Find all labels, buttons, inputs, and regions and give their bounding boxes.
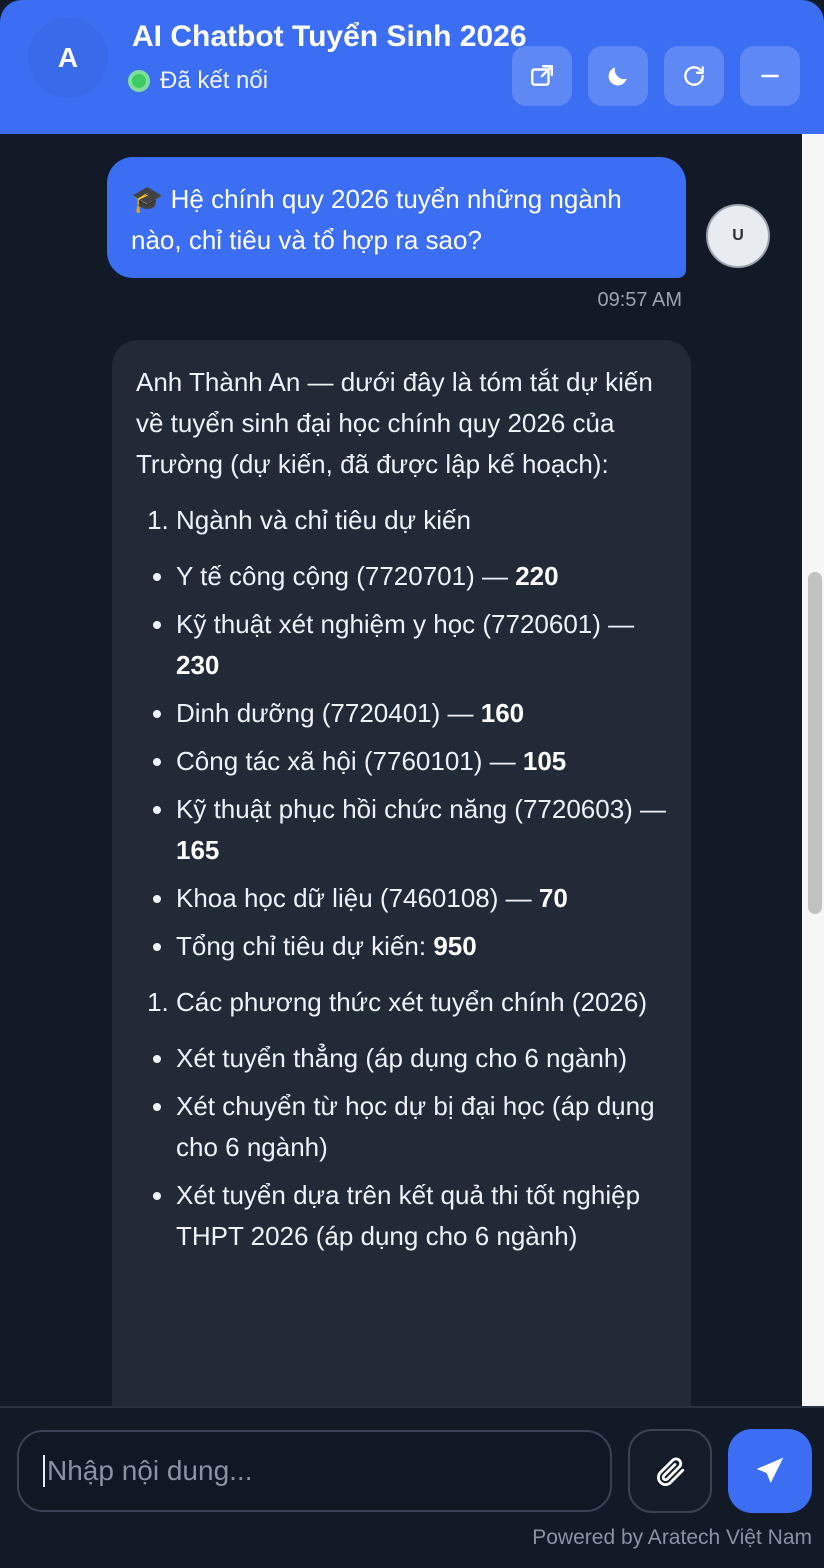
section-list-2 [136,982,667,1023]
bot-message-bubble [112,340,691,1440]
dark-mode-button[interactable] [588,46,648,106]
methods-list [136,1038,667,1257]
major-item: • Khoa học dữ liệu (7460108) — 70 [176,878,667,919]
message-input[interactable] [43,1455,586,1487]
powered-by-text: Powered by Aratech Việt Nam [532,1526,812,1549]
section-title-methods: 1. Các phương thức xét tuyển chính (2026) [176,982,667,1023]
section-list-1 [136,500,667,541]
method-item: • Xét chuyển từ học dự bị đại học (áp dụng cho 6 ngành) [176,1086,667,1168]
major-item: • Kỹ thuật phục hồi chức năng (7720603) — 165 [176,789,667,871]
refresh-icon [681,63,707,89]
method-item: • Xét tuyển dựa trên kết quả thi tốt nghiệp THPT 2026 (áp dụng cho 6 ngành) [176,1175,667,1257]
user-avatar: U [706,204,770,268]
status-dot-icon [128,70,150,92]
open-new-window-button[interactable] [512,46,572,106]
chat-title: AI Chatbot Tuyển Sinh 2026 [132,20,527,53]
message-timestamp: 09:57 AM [597,289,682,311]
major-item: • Công tác xã hội (7760101) — 105 [176,741,667,782]
minimize-icon [757,63,783,89]
moon-icon [605,63,631,89]
chat-header [0,0,824,134]
status-label: Đã kết nối [160,67,269,94]
major-item: • Kỹ thuật xét nghiệm y học (7720601) — 230 [176,604,667,686]
minimize-button[interactable] [740,46,800,106]
major-item: • Dinh dưỡng (7720401) — 160 [176,693,667,734]
majors-list [136,556,667,967]
attach-file-button[interactable] [628,1429,712,1513]
refresh-button[interactable] [664,46,724,106]
external-window-icon [529,63,555,89]
bot-intro-text: Anh Thành An — dưới đây là tóm tắt dự kiến về tuyển sinh đại học chính quy 2026 của Trường (dự kiến, đã được lập kế hoạch): [136,367,653,479]
total-quota-item: • Tổng chỉ tiêu dự kiến: 950 [176,926,667,967]
bot-avatar: A [28,18,108,98]
graduation-cap-emoji: 🎓 [131,184,164,214]
user-message-bubble [107,157,686,278]
major-item: • Y tế công cộng (7720701) — 220 [176,556,667,597]
paperclip-icon [653,1454,687,1488]
send-icon [754,1455,786,1487]
connection-status [128,64,268,98]
send-button[interactable] [728,1429,812,1513]
scrollbar-thumb[interactable] [808,572,822,914]
user-message-text: Hệ chính quy 2026 tuyển những ngành nào, chỉ tiêu và tổ hợp ra sao? [131,184,622,255]
method-item: • Xét tuyển thẳng (áp dụng cho 6 ngành) [176,1038,667,1079]
message-input-wrapper[interactable] [17,1430,612,1512]
section-title-majors: 1. Ngành và chỉ tiêu dự kiến [176,500,667,541]
